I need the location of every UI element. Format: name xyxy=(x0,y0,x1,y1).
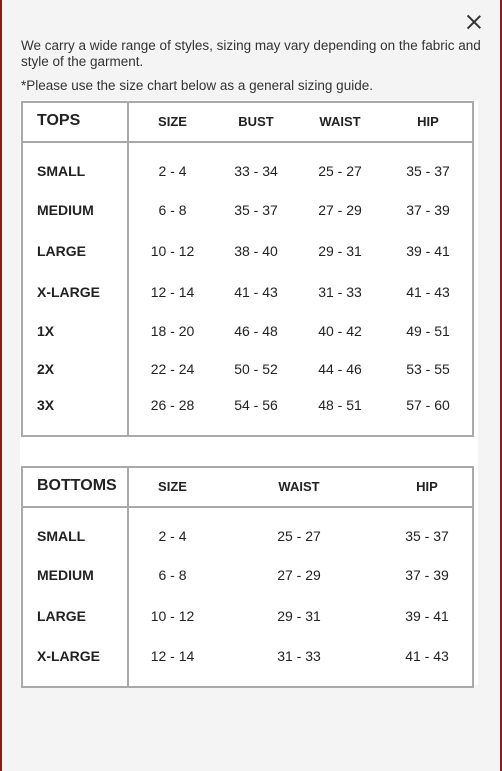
bust-cell: 50 - 52 xyxy=(234,361,278,377)
bust-cell: 38 - 40 xyxy=(234,243,278,259)
column-header-hip: HIP xyxy=(384,102,473,142)
sizing-guide-note: *Please use the size chart below as a general sizing guide. xyxy=(21,78,373,93)
intro-text: We carry a wide range of styles, sizing may vary depending on the fabric and style of the garment. xyxy=(21,38,481,69)
waist-cell: 31 - 33 xyxy=(318,284,362,300)
row-label: 2X xyxy=(22,350,128,388)
waist-cell: 48 - 51 xyxy=(318,396,362,413)
bottoms-header-row xyxy=(22,467,473,507)
tops-size-table xyxy=(21,101,474,437)
bust-cell: 35 - 37 xyxy=(234,202,278,218)
size-cell: 26 - 28 xyxy=(150,396,195,413)
size-cell: 6 - 8 xyxy=(158,202,187,218)
row-label: X-LARGE xyxy=(22,272,128,312)
table-row xyxy=(22,272,473,312)
size-cell: 12 - 14 xyxy=(150,647,195,664)
size-cell: 10 - 12 xyxy=(150,243,195,259)
hip-cell: 35 - 37 xyxy=(405,527,449,544)
bust-cell: 54 - 56 xyxy=(234,396,278,413)
size-cell: 6 - 8 xyxy=(158,567,187,583)
waist-cell: 25 - 27 xyxy=(318,162,362,179)
column-header-size: SIZE xyxy=(128,102,216,142)
row-label: SMALL xyxy=(22,507,128,555)
table-row xyxy=(22,595,473,637)
waist-cell: 29 - 31 xyxy=(318,243,362,259)
hip-cell: 37 - 39 xyxy=(406,202,450,218)
tops-header-row xyxy=(22,102,473,142)
table-row xyxy=(22,142,473,190)
close-icon[interactable] xyxy=(464,12,484,32)
waist-cell: 44 - 46 xyxy=(318,361,362,377)
table-row xyxy=(22,312,473,350)
row-label: MEDIUM xyxy=(22,555,128,595)
table-row xyxy=(22,555,473,595)
tops-title: TOPS xyxy=(22,102,128,142)
column-header-waist: WAIST xyxy=(216,467,382,507)
row-label: SMALL xyxy=(22,142,128,190)
waist-cell: 40 - 42 xyxy=(318,323,362,339)
bottoms-title: BOTTOMS xyxy=(22,467,128,507)
table-row xyxy=(22,388,473,436)
table-row xyxy=(22,350,473,388)
bust-cell: 46 - 48 xyxy=(234,323,278,339)
row-label: 1X xyxy=(22,312,128,350)
hip-cell: 53 - 55 xyxy=(406,361,450,377)
hip-cell: 37 - 39 xyxy=(405,567,449,583)
size-cell: 10 - 12 xyxy=(150,608,195,624)
hip-cell: 35 - 37 xyxy=(406,162,450,179)
column-header-waist: WAIST xyxy=(296,102,384,142)
waist-cell: 27 - 29 xyxy=(277,567,321,583)
row-label: X-LARGE xyxy=(22,637,128,687)
size-cell: 22 - 24 xyxy=(150,361,195,377)
table-row xyxy=(22,190,473,230)
column-header-size: SIZE xyxy=(128,467,216,507)
size-cell: 2 - 4 xyxy=(158,527,187,544)
size-cell: 18 - 20 xyxy=(150,323,195,339)
bottoms-size-table xyxy=(21,466,474,688)
hip-cell: 39 - 41 xyxy=(405,608,449,624)
column-header-hip: HIP xyxy=(382,467,473,507)
hip-cell: 41 - 43 xyxy=(406,284,450,300)
size-cell: 12 - 14 xyxy=(150,284,195,300)
hip-cell: 57 - 60 xyxy=(406,396,450,413)
waist-cell: 25 - 27 xyxy=(277,527,321,544)
bust-cell: 33 - 34 xyxy=(234,162,278,179)
waist-cell: 27 - 29 xyxy=(318,202,362,218)
bust-cell: 41 - 43 xyxy=(234,284,278,300)
row-label: 3X xyxy=(22,388,128,436)
row-label: LARGE xyxy=(22,230,128,272)
waist-cell: 31 - 33 xyxy=(277,647,321,664)
hip-cell: 49 - 51 xyxy=(406,323,450,339)
hip-cell: 39 - 41 xyxy=(406,243,450,259)
table-row xyxy=(22,230,473,272)
column-header-bust: BUST xyxy=(216,102,296,142)
row-label: LARGE xyxy=(22,595,128,637)
table-row xyxy=(22,507,473,555)
hip-cell: 41 - 43 xyxy=(405,647,449,664)
waist-cell: 29 - 31 xyxy=(277,608,321,624)
row-label: MEDIUM xyxy=(22,190,128,230)
size-cell: 2 - 4 xyxy=(158,162,187,179)
table-row xyxy=(22,637,473,687)
